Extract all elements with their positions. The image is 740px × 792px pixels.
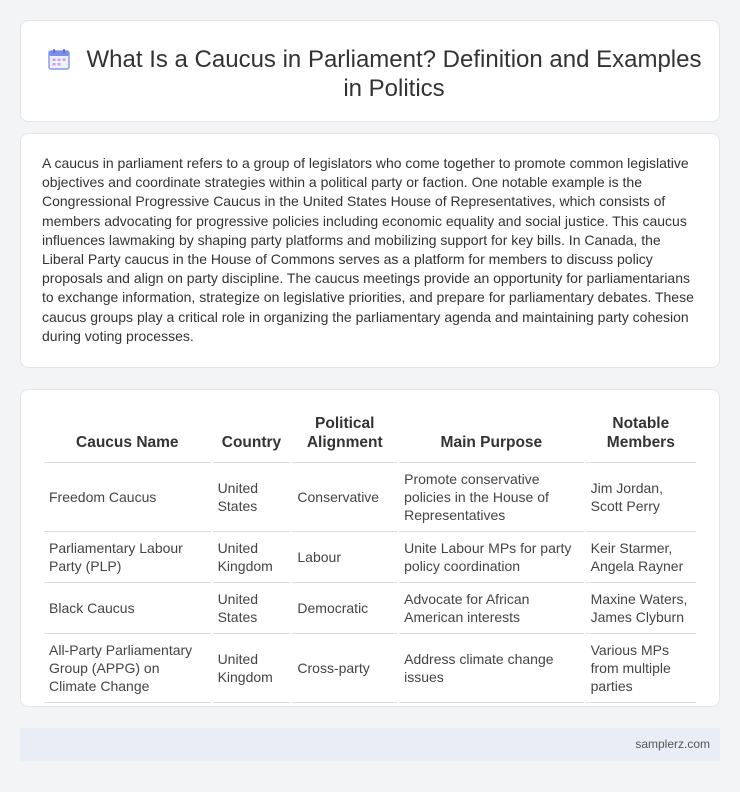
table-cell: Labour [292,532,397,583]
table-cell: United Kingdom [213,634,291,703]
table-cell: Maxine Waters, James Clyburn [586,583,696,634]
table-cell: United States [213,463,291,532]
table-cell: Parliamentary Labour Party (PLP) [44,532,211,583]
table-cell: Democratic [292,583,397,634]
table-row [44,583,696,634]
intro-card [20,133,720,368]
table-cell: Keir Starmer, Angela Rayner [586,532,696,583]
page-title: What Is a Caucus in Parliament? Definition and Examples in Politics [86,46,702,102]
table-cell: Black Caucus [44,583,211,634]
table-cell: Various MPs from multiple parties [586,634,696,703]
table-cell: Cross-party [292,634,397,703]
column-header: Political Alignment [292,410,397,463]
table-header-row [44,410,696,463]
footer-bar [20,728,720,761]
table-cell: All-Party Parliamentary Group (APPG) on Climate Change [44,634,211,703]
column-header: Main Purpose [399,410,584,463]
title-card [20,20,720,122]
table-cell: Promote conservative policies in the House of Representatives [399,463,584,532]
footer-site-link[interactable]: samplerz.com [635,737,710,751]
column-header: Notable Members [586,410,696,463]
table-cell: United Kingdom [213,532,291,583]
table-row [44,634,696,703]
column-header: Country [213,410,291,463]
table-cell: Freedom Caucus [44,463,211,532]
table-row [44,463,696,532]
caucus-table [42,410,698,703]
table-cell: Address climate change issues [399,634,584,703]
table-row [44,532,696,583]
calendar-icon [47,47,71,71]
intro-paragraph: A caucus in parliament refers to a group of legislators who come together to promote common legislative objectives and coordinate strategies within a political party or faction. One notable example is the Congressional Progressive Caucus in the United States House of Representatives, which consists of members advocating for progressive policies including economic equality and social justice. This caucus influences lawmaking by shaping party platforms and mobilizing support for key bills. In Canada, the Liberal Party caucus in the House of Commons serves as a platform for members to discuss policy proposals and align on party discipline. The caucus meetings provide an opportunity for parliamentarians to exchange information, strategize on legislative priorities, and prepare for parliamentary debates. These caucus groups play a critical role in organizing the parliamentary agenda and maintaining party cohesion during voting processes. [42,155,694,344]
table-cell: Conservative [292,463,397,532]
table-card [20,389,720,707]
column-header: Caucus Name [44,410,211,463]
table-cell: Advocate for African American interests [399,583,584,634]
table-cell: United States [213,583,291,634]
table-cell: Unite Labour MPs for party policy coordination [399,532,584,583]
table-cell: Jim Jordan, Scott Perry [586,463,696,532]
